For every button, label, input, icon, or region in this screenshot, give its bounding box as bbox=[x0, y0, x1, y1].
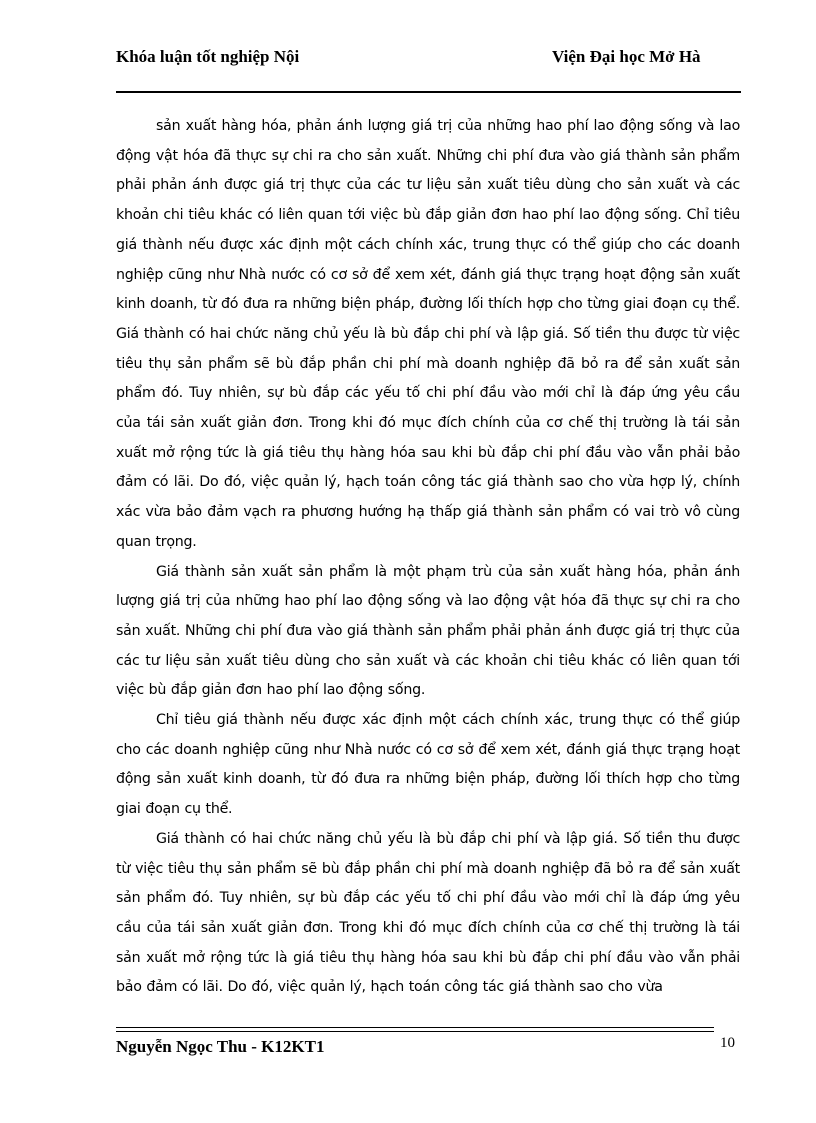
paragraph: Giá thành sản xuất sản phẩm là một phạm trù của sản xuất hàng hóa, phản ánh lượng giá trị của những hao phí lao động sống và lao động vật hóa đã thực sự chi ra cho sản xuất. Những chi phí đưa vào giá thành sản phẩm phải phản ánh được giá trị thực của các tư liệu sản xuất tiêu dùng cho sản xuất và các khoản chi tiêu khác có liên quan tới việc bù đắp giản đơn hao phí lao động sống. bbox=[116, 563, 740, 699]
paragraph: Giá thành có hai chức năng chủ yếu là bù đắp chi phí và lập giá. Số tiền thu được từ việc tiêu thụ sản phẩm sẽ bù đắp phần chi phí mà doanh nghiệp đã bỏ ra để sản xuất sản phẩm đó. Tuy nhiên, sự bù đắp các yếu tố chi phí đầu vào mới chỉ là đáp ứng yêu cầu của tái sản xuất giản đơn. Trong khi đó mục đích chính của cơ chế thị trường là tái sản xuất mở rộng tức là giá tiêu thụ hàng hóa sau khi bù đắp chi phí đầu vào vẫn phải bảo đảm có lãi. Do đó, việc quản lý, hạch toán công tác giá thành sao cho vừa bbox=[116, 830, 740, 996]
footer-divider-top bbox=[116, 1027, 714, 1028]
page-number: 10 bbox=[720, 1035, 735, 1051]
paragraph: sản xuất hàng hóa, phản ánh lượng giá trị của những hao phí lao động sống và lao động vật hóa đã thực sự chi ra cho sản xuất. Những chi phí đưa vào giá thành sản phẩm phải phản ánh được giá trị thực của các tư liệu sản xuất tiêu dùng cho sản xuất và các khoản chi tiêu khác có liên quan tới việc bù đắp giản đơn hao phí lao động sống. Chỉ tiêu giá thành nếu được xác định một cách chính xác, trung thực có thể giúp cho các doanh nghiệp cũng như Nhà nước có cơ sở để xem xét, đánh giá thực trạng hoạt động sản xuất kinh doanh, từ đó đưa ra những biện pháp, đường lối thích hợp cho từng giai đoạn cụ thể. Giá thành có hai chức năng chủ yếu là bù đắp chi phí và lập giá. Số tiền thu được từ việc tiêu thụ sản phẩm sẽ bù đắp phần chi phí mà doanh nghiệp đã bỏ ra để sản xuất sản phẩm đó. Tuy nhiên, sự bù đắp các yếu tố chi phí đầu vào mới chỉ là đáp ứng yêu cầu của tái sản xuất giản đơn. Trong khi đó mục đích chính của cơ chế thị trường là tái sản xuất mở rộng tức là giá tiêu thụ hàng hóa sau khi bù đắp chi phí đầu vào vẫn phải bảo đảm có lãi. Do đó, việc quản lý, hạch toán công tác giá thành sao cho vừa hợp lý, chính xác vừa bảo đảm vạch ra phương hướng hạ thấp giá thành sản phẩm có vai trò vô cùng quan trọng. bbox=[116, 118, 740, 550]
header-divider bbox=[116, 91, 741, 93]
footer-author: Nguyễn Ngọc Thu - K12KT1 bbox=[116, 1037, 325, 1056]
header-left-title: Khóa luận tốt nghiệp Nội bbox=[116, 47, 300, 66]
body-text bbox=[116, 112, 740, 1003]
header-right-title: Viện Đại học Mở Hà bbox=[552, 47, 701, 66]
footer-divider-bottom bbox=[116, 1031, 714, 1032]
paragraph: Chỉ tiêu giá thành nếu được xác định một cách chính xác, trung thực có thể giúp cho các doanh nghiệp cũng như Nhà nước có cơ sở để xem xét, đánh giá thực trạng hoạt động sản xuất kinh doanh, từ đó đưa ra những biện pháp, đường lối thích hợp cho từng giai đoạn cụ thể. bbox=[116, 712, 740, 818]
